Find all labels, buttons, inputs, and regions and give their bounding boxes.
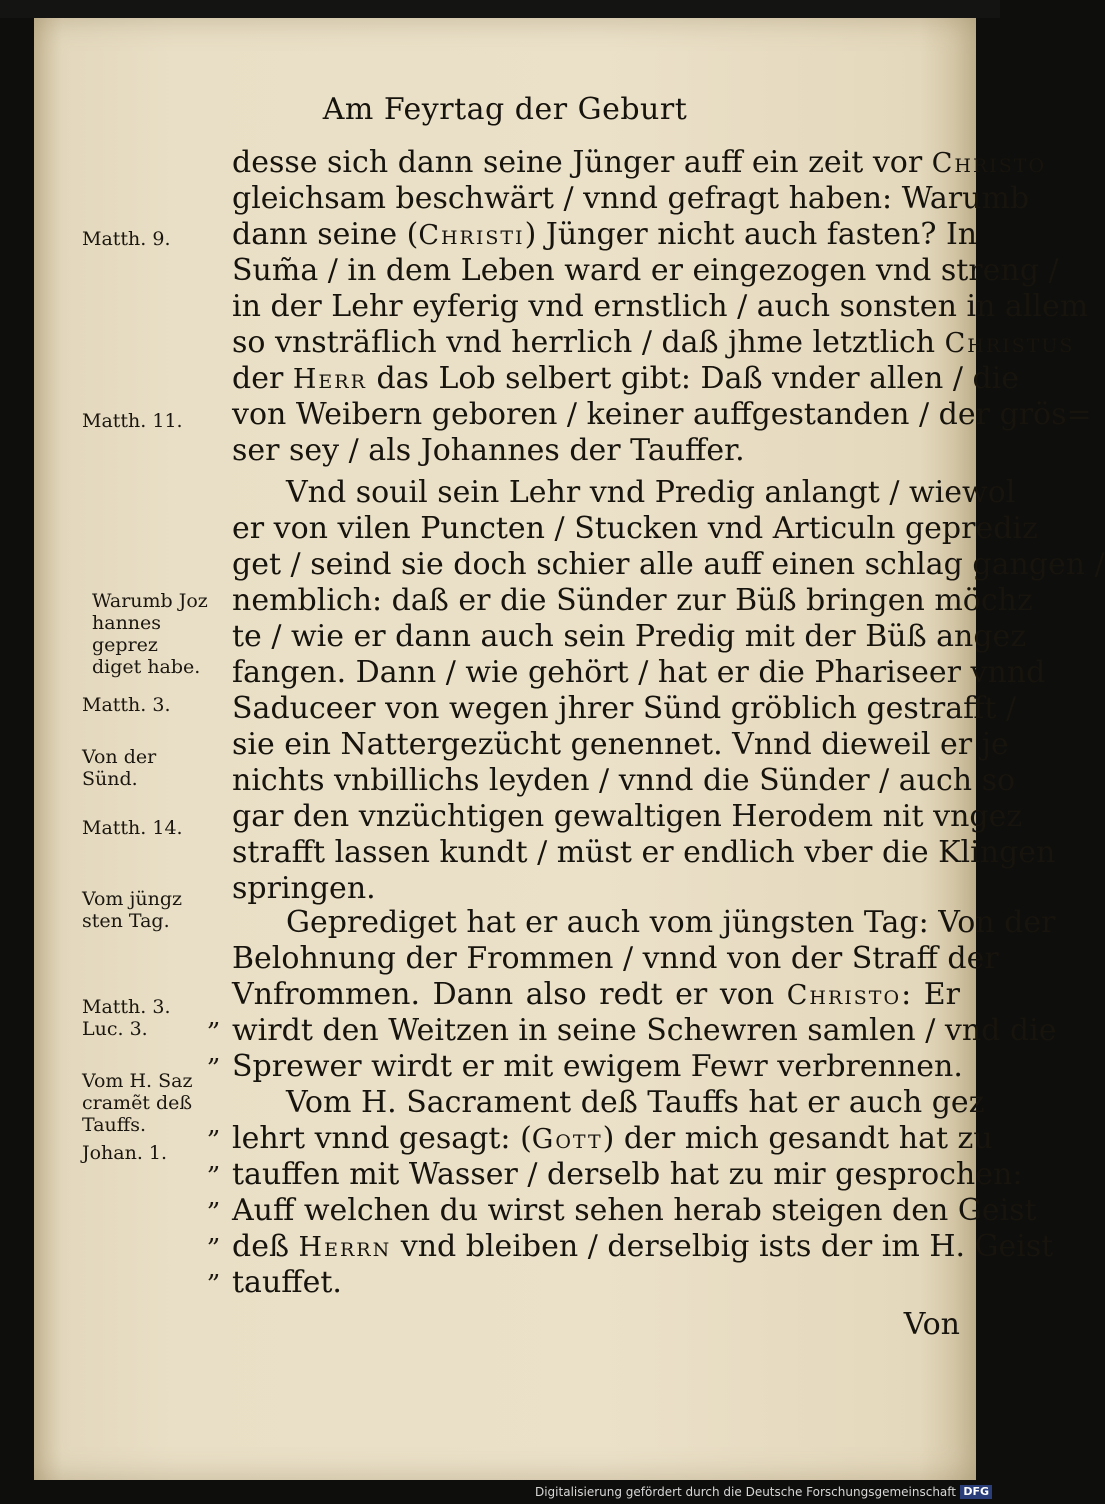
text-line: Geprediget hat er auch vom jüngsten Tag: Von der — [286, 905, 1056, 940]
text-line: fangen. Dann / wie gehört / hat er die Phariseer vnnd — [232, 655, 1046, 690]
text-span: dann seine ( — [232, 217, 419, 252]
small-caps-name: Gott — [531, 1124, 603, 1155]
margin-note: Matth. 3. — [82, 694, 171, 716]
margin-note: Vom jüngz sten Tag. — [82, 888, 183, 932]
text-line — [232, 1121, 993, 1158]
text-span: : Er — [901, 977, 960, 1012]
text-line: er von vilen Puncten / Stucken vnd Articuln geprediz — [232, 511, 1038, 546]
text-line: gleichsam beschwärt / vnnd gefragt haben: Warumb — [232, 181, 1030, 216]
margin-note: Warumb Joz hannes geprez diget habe. — [92, 590, 208, 678]
text-span: ) der mich gesandt hat zu — [602, 1121, 993, 1156]
small-caps-name: Herr — [292, 364, 367, 395]
quote-mark: „ — [207, 1002, 221, 1032]
text-line: nichts vnbillichs leyden / vnnd die Sünder / auch so — [232, 763, 1016, 798]
text-line — [232, 977, 960, 1014]
text-line: tauffet. — [232, 1265, 342, 1300]
text-line: ser sey / als Johannes der Tauffer. — [232, 433, 745, 468]
text-span: deß — [232, 1229, 289, 1264]
footer-bar — [0, 1480, 1000, 1504]
text-line: Vnd souil sein Lehr vnd Predig anlangt / wiewol — [286, 475, 1016, 510]
small-caps-name: Christo — [786, 980, 902, 1011]
text-line: gar den vnzüchtigen gewaltigen Herodem nit vngez — [232, 799, 1023, 834]
text-line: Saduceer von wegen jhrer Sünd gröblich gestrafft / — [232, 691, 1017, 726]
margin-note: Johan. 1. — [82, 1142, 168, 1164]
text-line: sie ein Nattergezücht genennet. Vnnd dieweil er je — [232, 727, 1009, 762]
running-head: Am Feyrtag der Geburt — [322, 92, 688, 127]
text-span: vnd bleiben / derselbig ists der im H. Geist — [400, 1229, 1054, 1264]
text-line: springen. — [232, 871, 376, 906]
margin-note: Matth. 11. — [82, 410, 183, 432]
text-span: ) Jünger nicht auch fasten? In — [524, 217, 978, 252]
margin-note: Matth. 14. — [82, 817, 183, 839]
dfg-logo: DFG — [960, 1485, 992, 1499]
quote-mark: „ — [207, 1038, 221, 1068]
quote-mark: „ — [207, 1146, 221, 1176]
document-page — [34, 18, 1105, 1480]
margin-note: Luc. 3. — [82, 1018, 148, 1040]
text-span: lehrt vnnd gesagt: ( — [232, 1121, 532, 1156]
text-line: wirdt den Weitzen in seine Schewren samlen / vnd die — [232, 1013, 1057, 1048]
margin-note: Von der Sünd. — [82, 746, 157, 790]
text-line: in der Lehr eyferig vnd ernstlich / auch sonsten in allem — [232, 289, 1089, 324]
quote-mark: „ — [207, 1218, 221, 1248]
text-line — [232, 1229, 1054, 1266]
text-line: strafft lassen kundt / müst er endlich vber die Klingen — [232, 835, 1056, 870]
margin-note: Matth. 3. — [82, 996, 171, 1018]
text-line — [232, 361, 1020, 398]
catchword: Von — [903, 1307, 960, 1342]
text-line: von Weibern geboren / keiner auffgestanden / der grös= — [232, 397, 1092, 432]
quote-mark: „ — [207, 1182, 221, 1212]
text-line: te / wie er dann auch sein Predig mit der Büß angez — [232, 619, 1027, 654]
small-caps-name: Christi — [418, 220, 525, 251]
text-line — [232, 217, 978, 254]
text-line: Sprewer wirdt er mit ewigem Fewr verbrennen. — [232, 1049, 963, 1084]
funding-notice: Digitalisierung gefördert durch die Deutsche Forschungsgemeinschaft — [534, 1485, 956, 1499]
text-line: Auff welchen du wirst sehen herab steigen den Geist — [232, 1193, 1037, 1228]
text-line — [232, 145, 1047, 182]
text-line: Vom H. Sacrament deß Tauffs hat er auch gez — [286, 1085, 985, 1120]
text-span: der — [232, 361, 284, 396]
small-caps-name: Christus — [944, 328, 1075, 359]
text-span: das Lob selbert gibt: Daß vnder allen / die — [376, 361, 1020, 396]
small-caps-name: Herrn — [298, 1232, 392, 1263]
scan-border-top — [0, 0, 1000, 18]
text-line: Sum̃a / in dem Leben ward er eingezogen vnd streng / — [232, 253, 1059, 288]
text-span: desse sich dann seine Jünger auff ein zeit vor — [232, 145, 923, 180]
quote-mark: „ — [207, 1110, 221, 1140]
text-span: so vnsträflich vnd herrlich / daß jhme letztlich — [232, 325, 936, 360]
text-line: Belohnung der Frommen / vnnd von der Straff der — [232, 941, 999, 976]
text-line: nemblich: daß er die Sünder zur Büß bringen möchz — [232, 583, 1033, 618]
quote-mark: „ — [207, 1254, 221, 1284]
text-span: Vnfrommen. Dann also redt er von — [232, 977, 775, 1012]
text-line — [232, 325, 1075, 362]
text-line: tauffen mit Wasser / derselb hat zu mir gesprochen: — [232, 1157, 1023, 1192]
small-caps-name: Christo — [931, 148, 1047, 179]
margin-note: Vom H. Saz cramẽt deß Tauffs. — [82, 1070, 193, 1136]
text-line: get / seind sie doch schier alle auff einen schlag gangen / — [232, 547, 1105, 582]
margin-note: Matth. 9. — [82, 228, 171, 250]
